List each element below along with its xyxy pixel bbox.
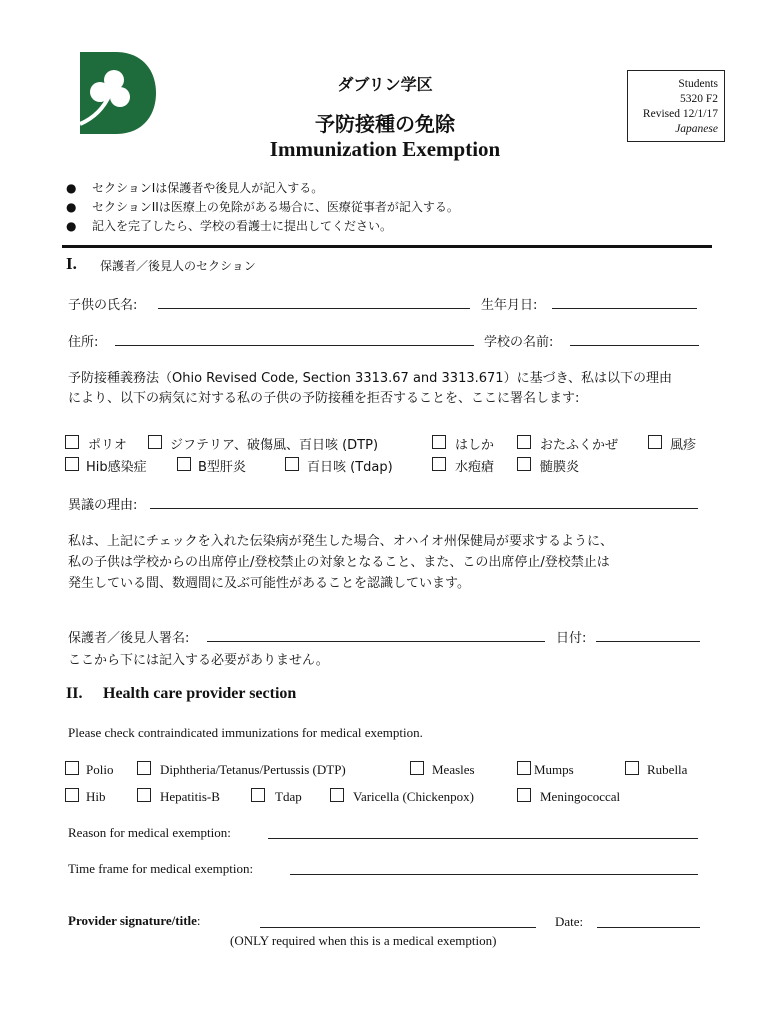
provider-signature-label: Provider signature/title: (68, 913, 201, 928)
dtp-checkbox[interactable] (148, 435, 162, 449)
hib-checkbox[interactable] (65, 457, 79, 471)
provider-date-field[interactable] (597, 927, 700, 928)
section2-number: II. (66, 685, 83, 702)
provider-tdap-label: Tdap (275, 789, 302, 804)
section2-instruction: Please check contraindicated immunizations for medical exemption. (68, 725, 423, 740)
provider-hib-label: Hib (86, 789, 106, 804)
medical-reason-label: Reason for medical exemption: (68, 825, 231, 840)
acknowledgement-text: 私は、上記にチェックを入れた伝染病が発生した場合、オハイオ州保健局が要求するように、 私の子供は学校からの出席停止/登校禁止の対象となること、また、この出席停止/登校禁止は 発生している間、数週間に及ぶ可能性があることを認識しています。 (68, 534, 613, 591)
provider-tdap-checkbox[interactable] (251, 788, 265, 802)
policy-box (627, 70, 725, 142)
child-name-label: 子供の氏名: (68, 298, 138, 313)
medical-note: (ONLY required when this is a medical exemption) (230, 933, 497, 948)
hepb-label: B型肝炎 (198, 460, 246, 475)
title-japanese: 予防接種の免除 (315, 112, 455, 136)
objection-reason-label: 異議の理由: (68, 498, 138, 513)
provider-polio-checkbox[interactable] (65, 761, 79, 775)
guardian-date-field[interactable] (596, 641, 700, 642)
guardian-signature-label: 保護者／後見人署名: (68, 631, 190, 646)
policy-language: Japanese (675, 123, 718, 135)
provider-meningococcal-label: Meningococcal (540, 789, 621, 804)
provider-mumps-label: Mumps (534, 762, 574, 777)
provider-dtp-checkbox[interactable] (137, 761, 151, 775)
instruction-list (66, 179, 459, 236)
provider-measles-label: Measles (432, 762, 475, 777)
section2-title: Health care provider section (103, 685, 297, 702)
objection-reason-field[interactable] (150, 508, 698, 509)
hib-label: Hib感染症 (86, 460, 147, 475)
varicella-checkbox[interactable] (432, 457, 446, 471)
provider-rubella-checkbox[interactable] (625, 761, 639, 775)
provider-varicella-checkbox[interactable] (330, 788, 344, 802)
rubella-label: 風疹 (670, 438, 697, 453)
dtp-label: ジフテリア、破傷風、百日咳 (DTP) (170, 438, 379, 453)
provider-rubella-label: Rubella (647, 762, 688, 777)
provider-meningococcal-checkbox[interactable] (517, 788, 531, 802)
policy-revised: Revised 12/1/17 (642, 108, 718, 120)
section1-number: I. (66, 254, 77, 273)
varicella-label: 水疱瘡 (455, 460, 495, 475)
mumps-label: おたふくかぜ (540, 438, 619, 453)
hepb-checkbox[interactable] (177, 457, 191, 471)
list-item: ● セクションIIは医療上の免除がある場合に、医療従事者が記入する。 (66, 200, 459, 214)
provider-varicella-label: Varicella (Chickenpox) (353, 789, 474, 804)
timeframe-label: Time frame for medical exemption: (68, 861, 254, 876)
list-item: ● セクションIは保護者や後見人が記入する。 (66, 181, 324, 195)
guardian-signature-field[interactable] (207, 641, 545, 642)
tdap-label: 百日咳 (Tdap) (307, 460, 393, 475)
school-label: 学校の名前: (484, 335, 554, 350)
school-field[interactable] (570, 345, 699, 346)
section1-title: 保護者／後見人のセクション (100, 259, 256, 273)
dob-field[interactable] (552, 308, 697, 309)
provider-measles-checkbox[interactable] (410, 761, 424, 775)
rubella-checkbox[interactable] (648, 435, 662, 449)
refusal-statement: 予防接種義務法（Ohio Revised Code, Section 3313.67 and 3313.671）に基づき、私は以下の理由 により、以下の病気に対する私の子供の予防接種を拒否することを、ここに署名します: (68, 371, 673, 406)
provider-hepb-checkbox[interactable] (137, 788, 151, 802)
provider-hib-checkbox[interactable] (65, 788, 79, 802)
provider-hepb-label: Hepatitis-B (160, 789, 220, 804)
tdap-checkbox[interactable] (285, 457, 299, 471)
measles-checkbox[interactable] (432, 435, 446, 449)
meningitis-label: 髄膜炎 (540, 460, 580, 475)
guardian-date-label: 日付: (556, 631, 587, 646)
provider-polio-label: Polio (86, 762, 114, 777)
provider-mumps-checkbox[interactable] (517, 761, 531, 775)
timeframe-field[interactable] (290, 874, 698, 875)
district-name: ダブリン学区 (337, 75, 433, 94)
policy-category: Students (678, 78, 718, 90)
provider-dtp-label: Diphtheria/Tetanus/Pertussis (DTP) (160, 762, 346, 777)
mumps-checkbox[interactable] (517, 435, 531, 449)
dob-label: 生年月日: (481, 298, 538, 313)
address-field[interactable] (115, 345, 474, 346)
title-english: Immunization Exemption (269, 137, 501, 161)
provider-signature-field[interactable] (260, 927, 536, 928)
no-fill-note: ここから下には記入する必要がありません。 (68, 653, 329, 668)
meningitis-checkbox[interactable] (517, 457, 531, 471)
policy-number: 5320 F2 (679, 93, 718, 105)
polio-checkbox[interactable] (65, 435, 79, 449)
address-label: 住所: (68, 335, 99, 350)
medical-reason-field[interactable] (268, 838, 698, 839)
child-name-field[interactable] (158, 308, 470, 309)
list-item: ● 記入を完了したら、学校の看護士に提出してください。 (66, 219, 393, 233)
polio-label: ポリオ (88, 438, 127, 453)
section-divider (62, 245, 712, 248)
measles-label: はしか (455, 438, 495, 453)
provider-date-label: Date: (555, 914, 584, 929)
